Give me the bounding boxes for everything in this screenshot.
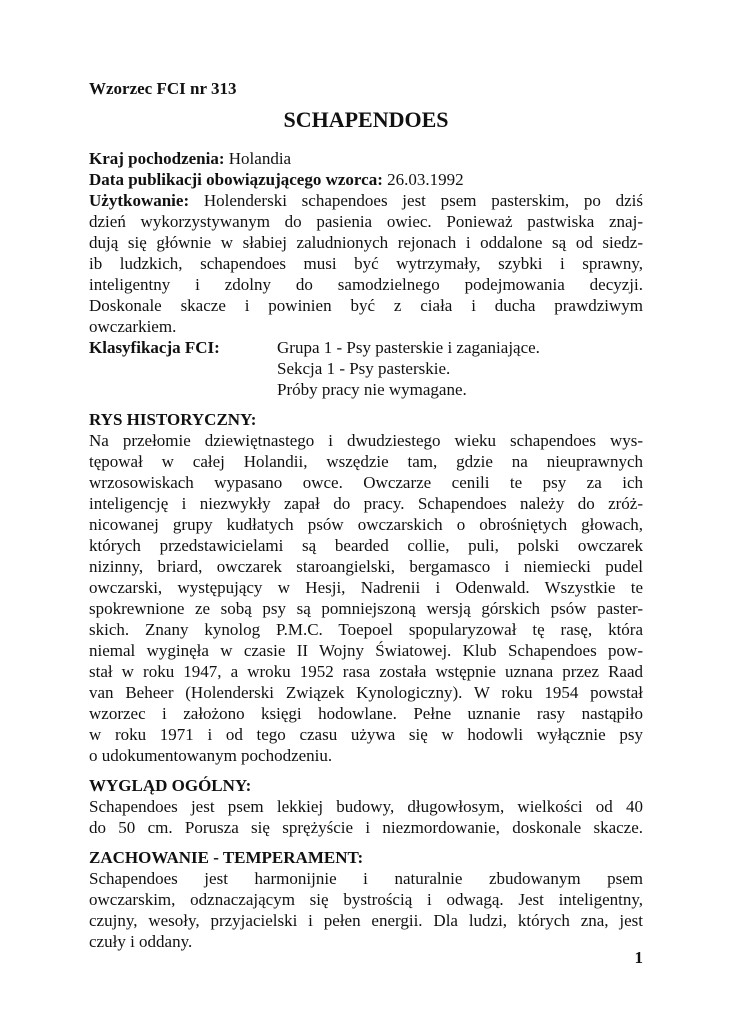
section-heading: ZACHOWANIE - TEMPERAMENT:: [89, 848, 364, 867]
text-line: Na przełomie dziewiętnastego i dwudziestego wieku schapendoes wys-: [89, 431, 643, 450]
text-line: czuły i oddany.: [89, 932, 193, 951]
text-line: dują się głównie w słabiej zaludnionych rejonach i oddalone są od siedz-: [89, 233, 643, 252]
field-value: 26.03.1992: [387, 170, 464, 189]
section-heading: RYS HISTORYCZNY:: [89, 410, 257, 429]
field-line: [89, 337, 643, 358]
text-line: Sekcja 1 - Psy pasterskie.: [277, 359, 451, 378]
text-line: tępował w całej Holandii, wszędzie tam, gdzie na nieuprawnych: [89, 452, 643, 471]
text-line: nizinny, briard, owczarek staroangielski, bergamasco i niemiecki pudel: [89, 557, 643, 576]
page-number: 1: [634, 948, 643, 967]
document-body: [89, 148, 643, 952]
field-label: Kraj pochodzenia:: [89, 149, 225, 168]
text-line: wzorzec i założono księgi hodowlane. Pełne uznanie rasy nastąpiło: [89, 704, 643, 723]
field-line: [89, 169, 643, 190]
text-line: których przedstawicielami są bearded collie, puli, polski owczarek: [89, 536, 643, 555]
text-line: inteligentny i zdolny do samodzielnego podejmowania decyzji.: [89, 275, 643, 294]
field-label: Klasyfikacja FCI:: [89, 338, 220, 357]
text-line: van Beheer (Holenderski Związek Kynologiczny). W roku 1954 powstał: [89, 683, 643, 702]
field-line: [89, 148, 643, 169]
text-line: niemal wyginęła w czasie II Wojny Światowej. Klub Schapendoes pow-: [89, 641, 643, 660]
text-line: czujny, wesoły, przyjacielski i pełen energii. Dla ludzi, których zna, jest: [89, 911, 643, 930]
text-line: nicowanej grupy kudłatych psów owczarskich o obrośniętych głowach,: [89, 515, 643, 534]
text-line: skich. Znany kynolog P.M.C. Toepoel spopularyzował tę rasę, która: [89, 620, 643, 639]
text-line: ib ludzkich, schapendoes musi być wytrzymały, szybki i sprawny,: [89, 254, 643, 273]
text-line: o udokumentowanym pochodzeniu.: [89, 746, 333, 765]
field-value: Holandia: [228, 149, 292, 168]
field-label: Data publikacji obowiązującego wzorca:: [89, 170, 383, 189]
text-line: Schapendoes jest harmonijnie i naturalnie zbudowanym psem: [89, 869, 643, 888]
text-line: inteligencję i niezwykły zapał do pracy. Schapendoes należy do zróż-: [89, 494, 643, 513]
text-line: wrzosowiskach wypasano owce. Owczarze cenili te psy za ich: [89, 473, 643, 492]
field-label: Użytkowanie:: [89, 191, 190, 210]
text-line: owczarkiem.: [89, 317, 177, 336]
document-header: Wzorzec FCI nr 313: [89, 79, 237, 98]
text-line: stał w roku 1947, a wroku 1952 rasa została wstępnie uznana przez Raad: [89, 662, 643, 681]
field-value: Grupa 1 - Psy pasterskie i zaganiające.: [277, 338, 540, 357]
field-line: [89, 190, 643, 211]
page-title: SCHAPENDOES: [283, 107, 449, 132]
text-line: w roku 1971 i od tego czasu używa się w hodowli wyłącznie psy: [89, 725, 643, 744]
text-line: Próby pracy nie wymagane.: [277, 380, 467, 399]
text-line: Doskonale skacze i powinien być z ciała i ducha prawdziwym: [89, 296, 643, 315]
section-heading: WYGLĄD OGÓLNY:: [89, 776, 252, 795]
text-line: owczarskim, odznaczającym się bystrością i odwagą. Jest inteligentny,: [89, 890, 643, 909]
text-line: spokrewnione ze sobą psy są pomniejszoną wersją górskich psów paster-: [89, 599, 643, 618]
text-line: Schapendoes jest psem lekkiej budowy, długowłosym, wielkości od 40: [89, 797, 643, 816]
text-line: owczarski, występujący w Hesji, Nadrenii i Odenwald. Wszystkie te: [89, 578, 643, 597]
text-line: dzień wykorzystywanym do pasienia owiec. Ponieważ pastwiska znaj-: [89, 212, 643, 231]
field-value: Holenderski schapendoes jest psem pasterskim, po dziś: [203, 191, 643, 210]
text-line: do 50 cm. Porusza się sprężyście i niezmordowanie, doskonale skacze.: [89, 818, 643, 837]
